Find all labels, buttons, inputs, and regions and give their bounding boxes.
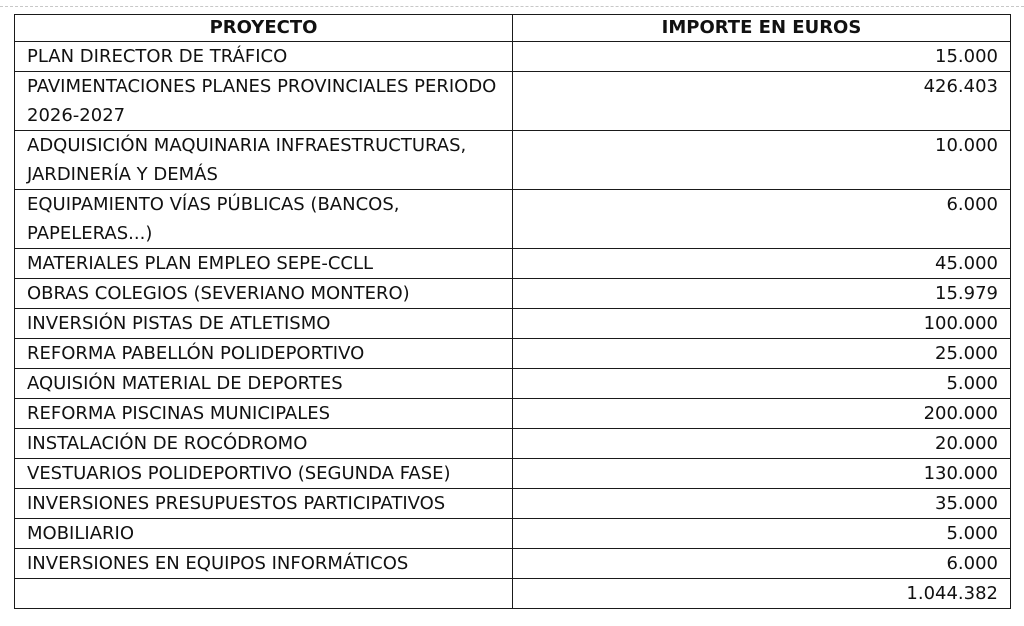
table-row bbox=[15, 399, 1011, 429]
table-row bbox=[15, 369, 1011, 399]
table-row bbox=[15, 279, 1011, 309]
project-name-cell: REFORMA PISCINAS MUNICIPALES bbox=[15, 399, 513, 429]
amount-cell: 426.403 bbox=[513, 72, 1011, 131]
total-label-cell bbox=[15, 579, 513, 609]
project-name-cell: EQUIPAMIENTO VÍAS PÚBLICAS (BANCOS, PAPELERAS...) bbox=[15, 190, 513, 249]
table-row bbox=[15, 131, 1011, 190]
amount-cell: 5.000 bbox=[513, 519, 1011, 549]
column-header-project: PROYECTO bbox=[15, 15, 513, 42]
table-row bbox=[15, 190, 1011, 249]
amount-cell: 15.979 bbox=[513, 279, 1011, 309]
page-margin-guide bbox=[0, 6, 1024, 7]
table-row bbox=[15, 489, 1011, 519]
table-row bbox=[15, 429, 1011, 459]
table-row bbox=[15, 249, 1011, 279]
project-name-cell: MOBILIARIO bbox=[15, 519, 513, 549]
amount-cell: 6.000 bbox=[513, 190, 1011, 249]
investment-projects-table bbox=[14, 14, 1011, 609]
table-row bbox=[15, 459, 1011, 489]
total-amount-cell: 1.044.382 bbox=[513, 579, 1011, 609]
table-row bbox=[15, 72, 1011, 131]
amount-cell: 5.000 bbox=[513, 369, 1011, 399]
table-row bbox=[15, 519, 1011, 549]
column-header-amount: IMPORTE EN EUROS bbox=[513, 15, 1011, 42]
project-name-cell: MATERIALES PLAN EMPLEO SEPE-CCLL bbox=[15, 249, 513, 279]
amount-cell: 45.000 bbox=[513, 249, 1011, 279]
project-name-cell: INSTALACIÓN DE ROCÓDROMO bbox=[15, 429, 513, 459]
amount-cell: 200.000 bbox=[513, 399, 1011, 429]
table-row bbox=[15, 42, 1011, 72]
amount-cell: 100.000 bbox=[513, 309, 1011, 339]
project-name-cell: INVERSIONES EN EQUIPOS INFORMÁTICOS bbox=[15, 549, 513, 579]
total-row bbox=[15, 579, 1011, 609]
amount-cell: 25.000 bbox=[513, 339, 1011, 369]
project-name-cell: VESTUARIOS POLIDEPORTIVO (SEGUNDA FASE) bbox=[15, 459, 513, 489]
amount-cell: 6.000 bbox=[513, 549, 1011, 579]
table-row bbox=[15, 309, 1011, 339]
project-name-cell: INVERSIONES PRESUPUESTOS PARTICIPATIVOS bbox=[15, 489, 513, 519]
amount-cell: 35.000 bbox=[513, 489, 1011, 519]
project-name-cell: INVERSIÓN PISTAS DE ATLETISMO bbox=[15, 309, 513, 339]
project-name-cell: OBRAS COLEGIOS (SEVERIANO MONTERO) bbox=[15, 279, 513, 309]
amount-cell: 20.000 bbox=[513, 429, 1011, 459]
table-row bbox=[15, 549, 1011, 579]
amount-cell: 10.000 bbox=[513, 131, 1011, 190]
project-name-cell: AQUISIÓN MATERIAL DE DEPORTES bbox=[15, 369, 513, 399]
amount-cell: 130.000 bbox=[513, 459, 1011, 489]
table-header-row bbox=[15, 15, 1011, 42]
project-name-cell: PLAN DIRECTOR DE TRÁFICO bbox=[15, 42, 513, 72]
amount-cell: 15.000 bbox=[513, 42, 1011, 72]
project-name-cell: PAVIMENTACIONES PLANES PROVINCIALES PERIODO 2026-2027 bbox=[15, 72, 513, 131]
table-row bbox=[15, 339, 1011, 369]
project-name-cell: ADQUISICIÓN MAQUINARIA INFRAESTRUCTURAS, JARDINERÍA Y DEMÁS bbox=[15, 131, 513, 190]
project-name-cell: REFORMA PABELLÓN POLIDEPORTIVO bbox=[15, 339, 513, 369]
